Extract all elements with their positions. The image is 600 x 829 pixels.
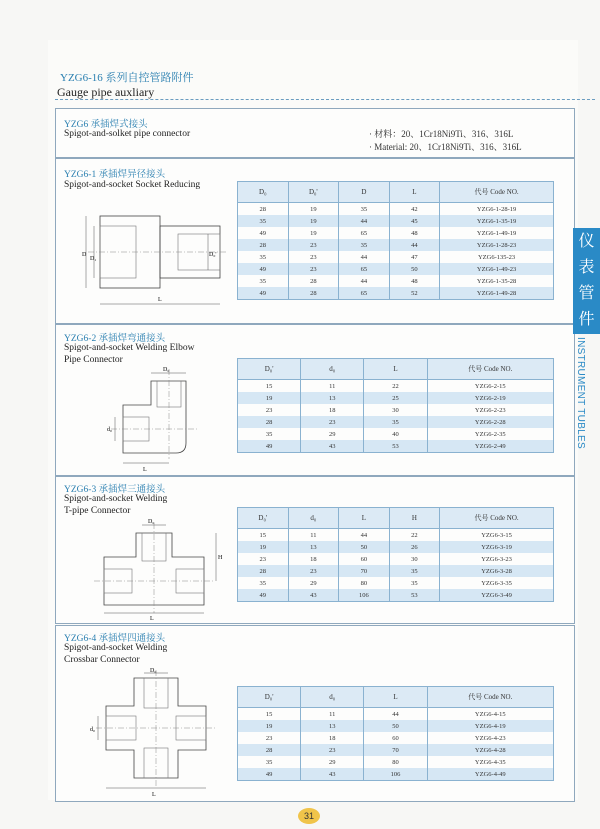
table-cell: 44 <box>339 251 390 263</box>
table-row <box>238 744 554 756</box>
dim-label: D₀ <box>148 519 155 525</box>
table-cell: 53 <box>389 589 440 602</box>
dim-label: d₀ <box>107 427 113 433</box>
column-header: H <box>389 508 440 529</box>
table-cell: 22 <box>364 380 427 393</box>
table-cell: 35 <box>238 275 289 287</box>
table-cell: YZG6-4-23 <box>427 732 553 744</box>
table-row <box>238 720 554 732</box>
table-cell: 11 <box>288 529 339 542</box>
column-header: D <box>339 182 390 203</box>
tee-drawing <box>86 517 231 621</box>
table-cell: 13 <box>288 541 339 553</box>
table-cell: YZG6-3-35 <box>440 577 554 589</box>
table-row <box>238 203 554 216</box>
table-row <box>238 768 554 781</box>
section-title-cn: YZG6-3 承插焊三通接头 <box>64 485 166 495</box>
table-cell: 15 <box>238 708 301 721</box>
table-cell: 35 <box>389 577 440 589</box>
side-tab-english-text: INSTRUMENT TUBLES <box>575 337 586 449</box>
column-header: L <box>389 182 440 203</box>
dim-label: D₀ <box>150 668 157 674</box>
side-tab-char: 件 <box>578 309 595 328</box>
column-header: 代号 Code NO. <box>440 182 554 203</box>
column-header: d₀ <box>301 359 364 380</box>
table-row <box>238 239 554 251</box>
table-cell: 35 <box>364 416 427 428</box>
table-cell: 80 <box>364 756 427 768</box>
section-title-en: Crossbar Connector <box>64 655 140 665</box>
dim-label: D₀ <box>163 367 170 373</box>
table-cell: YZG6-4-49 <box>427 768 553 781</box>
table-cell: 22 <box>389 529 440 542</box>
table-cell: YZG6-3-49 <box>440 589 554 602</box>
section-title-cn: YZG6-1 承插焊异径接头 <box>64 170 166 180</box>
table-cell: 19 <box>238 392 301 404</box>
table-cell: YZG6-2-28 <box>427 416 553 428</box>
table-cell: YZG6-4-15 <box>427 708 553 721</box>
table-cell: 40 <box>364 428 427 440</box>
table-cell: 23 <box>288 251 339 263</box>
dim-label: D <box>82 252 87 258</box>
table-row <box>238 227 554 239</box>
table-cell: 50 <box>364 720 427 732</box>
table-cell: YZG6-2-35 <box>427 428 553 440</box>
table-cell: 35 <box>238 577 289 589</box>
table-cell: 49 <box>238 263 289 275</box>
table-cell: 60 <box>364 732 427 744</box>
table-cell: 65 <box>339 227 390 239</box>
table-row <box>238 589 554 602</box>
table-row <box>238 404 554 416</box>
column-header: D₀ <box>238 182 289 203</box>
table-cell: 45 <box>389 215 440 227</box>
section-title-cn: YZG6 承插焊式接头 <box>64 120 148 130</box>
table-cell: 19 <box>288 203 339 216</box>
table-cell: YZG6-3-19 <box>440 541 554 553</box>
table-cell: 30 <box>364 404 427 416</box>
column-header: D₀' <box>238 687 301 708</box>
table-cell: 35 <box>238 428 301 440</box>
table-cell: 19 <box>238 541 289 553</box>
table-cell: 18 <box>301 404 364 416</box>
elbow-drawing <box>101 365 221 473</box>
spec-table <box>237 358 554 453</box>
table-cell: 50 <box>339 541 390 553</box>
section-title-en: T-pipe Connector <box>64 506 131 516</box>
table-cell: YZG6-3-23 <box>440 553 554 565</box>
section-title-en: Pipe Connector <box>64 355 123 365</box>
table-cell: 53 <box>364 440 427 453</box>
side-tab-char: 仪 <box>578 231 595 250</box>
table-cell: 23 <box>288 239 339 251</box>
section-cross <box>55 625 575 802</box>
table-cell: 28 <box>288 287 339 300</box>
section-title-en: Spigot-and-solket pipe connector <box>64 129 191 139</box>
table-row <box>238 251 554 263</box>
table-cell: 35 <box>238 251 289 263</box>
table-cell: 49 <box>238 768 301 781</box>
table-cell: 65 <box>339 263 390 275</box>
table-cell: 49 <box>238 287 289 300</box>
table-cell: 35 <box>389 565 440 577</box>
section-title-cn: YZG6-2 承插焊弯通接头 <box>64 334 166 344</box>
table-cell: YZG6-135-23 <box>440 251 554 263</box>
side-tab-char: 表 <box>578 257 595 276</box>
material-cn: · 材料：20、1Cr18Ni9Ti、316、316L <box>369 129 514 139</box>
table-cell: 44 <box>364 708 427 721</box>
header-divider <box>55 99 595 100</box>
cross-drawing <box>88 668 233 798</box>
dim-label: L <box>152 792 156 798</box>
table-cell: 13 <box>301 720 364 732</box>
table-cell: 43 <box>288 589 339 602</box>
table-cell: 65 <box>339 287 390 300</box>
column-header: L <box>339 508 390 529</box>
table-cell: 11 <box>301 380 364 393</box>
table-row <box>238 263 554 275</box>
table-cell: YZG6-1-35-19 <box>440 215 554 227</box>
column-header: 代号 Code NO. <box>427 687 553 708</box>
section-socket-reducing <box>55 158 575 324</box>
table-row <box>238 380 554 393</box>
section-title-en: Spigot-and-socket Welding <box>64 643 168 653</box>
table-cell: 23 <box>301 744 364 756</box>
table-cell: 25 <box>364 392 427 404</box>
page-title-en: Gauge pipe auxliary <box>57 85 155 99</box>
table-cell: 106 <box>364 768 427 781</box>
table-cell: 28 <box>238 203 289 216</box>
table-row <box>238 416 554 428</box>
table-cell: 70 <box>339 565 390 577</box>
side-tab-english <box>574 337 598 447</box>
table-cell: YZG6-4-19 <box>427 720 553 732</box>
table-row <box>238 708 554 721</box>
table-row <box>238 553 554 565</box>
table-cell: 49 <box>238 227 289 239</box>
table-cell: YZG6-2-49 <box>427 440 553 453</box>
table-row <box>238 756 554 768</box>
table-cell: YZG6-2-15 <box>427 380 553 393</box>
side-category-tab <box>573 228 600 334</box>
table-cell: 80 <box>339 577 390 589</box>
table-cell: 23 <box>288 263 339 275</box>
column-header: d₀ <box>301 687 364 708</box>
table-row <box>238 275 554 287</box>
table-cell: YZG6-1-28-23 <box>440 239 554 251</box>
dim-label: H <box>218 555 223 561</box>
column-header: D₀' <box>288 182 339 203</box>
table-cell: YZG6-4-35 <box>427 756 553 768</box>
dim-label: L <box>150 616 154 621</box>
table-cell: 106 <box>339 589 390 602</box>
table-cell: YZG6-1-49-23 <box>440 263 554 275</box>
column-header: L <box>364 687 427 708</box>
table-cell: 35 <box>238 215 289 227</box>
material-en: · Material: 20、1Cr18Ni9Ti、316、316L <box>369 142 522 152</box>
page-title-cn: YZG6-16 系列自控管路附件 <box>60 72 194 84</box>
table-cell: 44 <box>339 529 390 542</box>
table-row <box>238 529 554 542</box>
section-tee <box>55 476 575 624</box>
table-cell: 49 <box>238 440 301 453</box>
table-cell: YZG6-2-19 <box>427 392 553 404</box>
section-title-en: Spigot-and-socket Welding Elbow <box>64 343 195 353</box>
table-cell: YZG6-1-49-19 <box>440 227 554 239</box>
table-cell: 19 <box>238 720 301 732</box>
table-cell: 48 <box>389 275 440 287</box>
table-cell: 35 <box>339 203 390 216</box>
table-cell: 44 <box>339 215 390 227</box>
table-cell: 70 <box>364 744 427 756</box>
table-cell: 23 <box>238 553 289 565</box>
table-cell: 49 <box>238 589 289 602</box>
table-cell: 28 <box>238 565 289 577</box>
table-cell: 43 <box>301 440 364 453</box>
table-cell: YZG6-1-35-28 <box>440 275 554 287</box>
table-cell: 18 <box>288 553 339 565</box>
table-cell: 52 <box>389 287 440 300</box>
dim-label: D₀' <box>209 252 217 258</box>
page-number: 31 <box>298 808 320 824</box>
table-cell: 15 <box>238 529 289 542</box>
table-cell: 19 <box>288 215 339 227</box>
table-row <box>238 428 554 440</box>
column-header: d₀ <box>288 508 339 529</box>
table-row <box>238 732 554 744</box>
table-cell: 50 <box>389 263 440 275</box>
table-cell: 35 <box>238 756 301 768</box>
table-cell: 23 <box>301 416 364 428</box>
section-elbow <box>55 324 575 476</box>
table-row <box>238 287 554 300</box>
table-row <box>238 541 554 553</box>
column-header: 代号 Code NO. <box>427 359 553 380</box>
table-cell: 44 <box>339 275 390 287</box>
table-cell: 35 <box>339 239 390 251</box>
table-cell: 11 <box>301 708 364 721</box>
section-connector-intro <box>55 108 575 158</box>
table-cell: YZG6-2-23 <box>427 404 553 416</box>
table-cell: 42 <box>389 203 440 216</box>
table-cell: 13 <box>301 392 364 404</box>
table-cell: YZG6-4-28 <box>427 744 553 756</box>
table-cell: 28 <box>238 744 301 756</box>
table-row <box>238 577 554 589</box>
table-cell: 23 <box>288 565 339 577</box>
table-cell: 43 <box>301 768 364 781</box>
spec-table <box>237 686 554 781</box>
table-row <box>238 565 554 577</box>
table-row <box>238 392 554 404</box>
section-title-en: Spigot-and-socket Socket Reducing <box>64 180 201 190</box>
table-row <box>238 440 554 453</box>
table-row <box>238 215 554 227</box>
column-header: D₀' <box>238 359 301 380</box>
side-tab-char: 管 <box>578 283 595 302</box>
table-cell: 23 <box>238 404 301 416</box>
table-cell: 29 <box>301 756 364 768</box>
table-cell: 28 <box>238 239 289 251</box>
table-cell: 44 <box>389 239 440 251</box>
spec-table <box>237 181 554 300</box>
dim-label: d₀ <box>90 727 96 733</box>
table-cell: 19 <box>288 227 339 239</box>
column-header: D₀' <box>238 508 289 529</box>
dim-label: L <box>158 297 162 303</box>
table-cell: 60 <box>339 553 390 565</box>
section-title-en: Spigot-and-socket Welding <box>64 494 168 504</box>
reducer-drawing <box>78 204 228 319</box>
dim-label: L <box>143 467 147 473</box>
table-cell: 28 <box>288 275 339 287</box>
table-cell: 30 <box>389 553 440 565</box>
table-cell: 48 <box>389 227 440 239</box>
table-cell: 47 <box>389 251 440 263</box>
table-cell: YZG6-3-28 <box>440 565 554 577</box>
table-cell: 23 <box>238 732 301 744</box>
table-cell: 29 <box>301 428 364 440</box>
table-cell: YZG6-1-28-19 <box>440 203 554 216</box>
table-cell: 26 <box>389 541 440 553</box>
column-header: L <box>364 359 427 380</box>
spec-table <box>237 507 554 602</box>
dim-label: D₁ <box>90 256 97 262</box>
section-title-cn: YZG6-4 承插焊四通接头 <box>64 634 166 644</box>
table-cell: 15 <box>238 380 301 393</box>
table-cell: YZG6-3-15 <box>440 529 554 542</box>
table-cell: YZG6-1-49-28 <box>440 287 554 300</box>
column-header: 代号 Code NO. <box>440 508 554 529</box>
table-cell: 18 <box>301 732 364 744</box>
table-cell: 28 <box>238 416 301 428</box>
table-cell: 29 <box>288 577 339 589</box>
